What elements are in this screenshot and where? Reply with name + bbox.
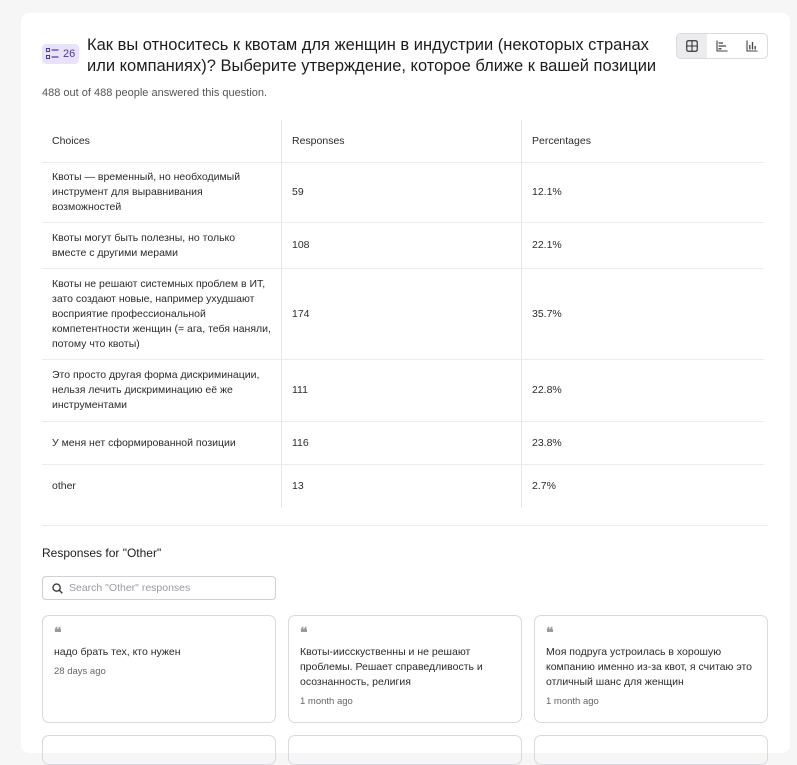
- choice-cell: other: [42, 465, 282, 508]
- header-choices: Choices: [42, 120, 282, 162]
- response-text: Моя подруга устроилась в хорошую компанию именно из-за квот, я считаю это отличный шанс для женщин: [546, 646, 752, 688]
- other-response-card: [534, 615, 768, 723]
- responses-cell: 174: [282, 269, 522, 359]
- other-response-card: [42, 615, 276, 723]
- percent-cell: 23.8%: [532, 436, 562, 449]
- view-switch: [676, 33, 768, 59]
- other-response-card-partial: [534, 735, 768, 765]
- response-date: 1 month ago: [546, 696, 599, 707]
- quote-icon: ❝: [54, 625, 62, 641]
- search-icon: [52, 583, 63, 594]
- table-row: [42, 465, 764, 508]
- other-search-input[interactable]: [69, 582, 259, 594]
- other-response-card-partial: [288, 735, 522, 765]
- table-row: [42, 163, 764, 223]
- table-row: [42, 223, 764, 269]
- percent-cell: 35.7%: [532, 307, 562, 320]
- percent-cell: 12.1%: [532, 186, 562, 198]
- header-percentages: Percentages: [532, 134, 591, 147]
- response-text: надо брать тех, кто нужен: [54, 646, 181, 658]
- other-response-card-partial: [42, 735, 276, 765]
- quote-icon: ❝: [546, 625, 554, 641]
- response-text: Квоты-иисскуственны и не решают проблемы. Решает справедливость и осознанность, религия: [300, 646, 483, 688]
- other-responses-title: Responses for "Other": [42, 546, 162, 560]
- table-view-icon: [686, 40, 698, 52]
- question-card: [21, 13, 790, 753]
- other-search-box: [42, 576, 276, 600]
- answered-count: 488 out of 488 people answered this question.: [42, 87, 268, 99]
- table-header-row: [42, 120, 764, 163]
- percent-cell: 22.1%: [532, 239, 562, 251]
- choice-cell: Квоты могут быть полезны, но только вместе с другими мерами: [42, 223, 282, 268]
- question-title: Как вы относитесь к квотам для женщин в индустрии (некоторых странах или компаниях)? Выберите утверждение, которое ближе к вашей позиции: [87, 36, 657, 75]
- bar-horizontal-icon: [716, 40, 728, 52]
- responses-cell: 116: [282, 422, 522, 464]
- table-view-button[interactable]: [677, 34, 707, 58]
- responses-cell: 59: [282, 163, 522, 222]
- table-row: [42, 269, 764, 360]
- quote-icon: ❝: [300, 625, 308, 641]
- horizontal-bar-view-button[interactable]: [707, 34, 737, 58]
- bar-vertical-icon: [746, 40, 758, 52]
- percent-cell: 22.8%: [532, 384, 562, 396]
- header-responses: Responses: [282, 120, 522, 162]
- choice-cell: Это просто другая форма дискриминации, нельзя лечить дискриминацию её же инструментами: [42, 360, 282, 421]
- table-row: [42, 360, 764, 422]
- choice-cell: Квоты — временный, но необходимый инструмент для выравнивания возможностей: [42, 163, 282, 222]
- question-number: 26: [63, 48, 76, 60]
- responses-cell: 13: [282, 465, 522, 508]
- table-row: [42, 422, 764, 465]
- response-date: 28 days ago: [54, 666, 106, 677]
- responses-cell: 108: [282, 223, 522, 268]
- responses-cell: 111: [282, 360, 522, 421]
- response-date: 1 month ago: [300, 696, 353, 707]
- other-response-card: [288, 615, 522, 723]
- question-number-badge: [42, 44, 79, 64]
- choice-cell: У меня нет сформированной позиции: [42, 422, 282, 464]
- percent-cell: 2.7%: [532, 480, 556, 492]
- results-table: [42, 120, 764, 508]
- list-icon: [46, 48, 59, 60]
- section-divider: [42, 525, 768, 526]
- vertical-bar-view-button[interactable]: [737, 34, 767, 58]
- choice-cell: Квоты не решают системных проблем в ИТ, зато создают новые, например ухудшают восприятие профессиональной компетентности женщин (= ага, тебя наняли, потому что квоты): [42, 269, 282, 359]
